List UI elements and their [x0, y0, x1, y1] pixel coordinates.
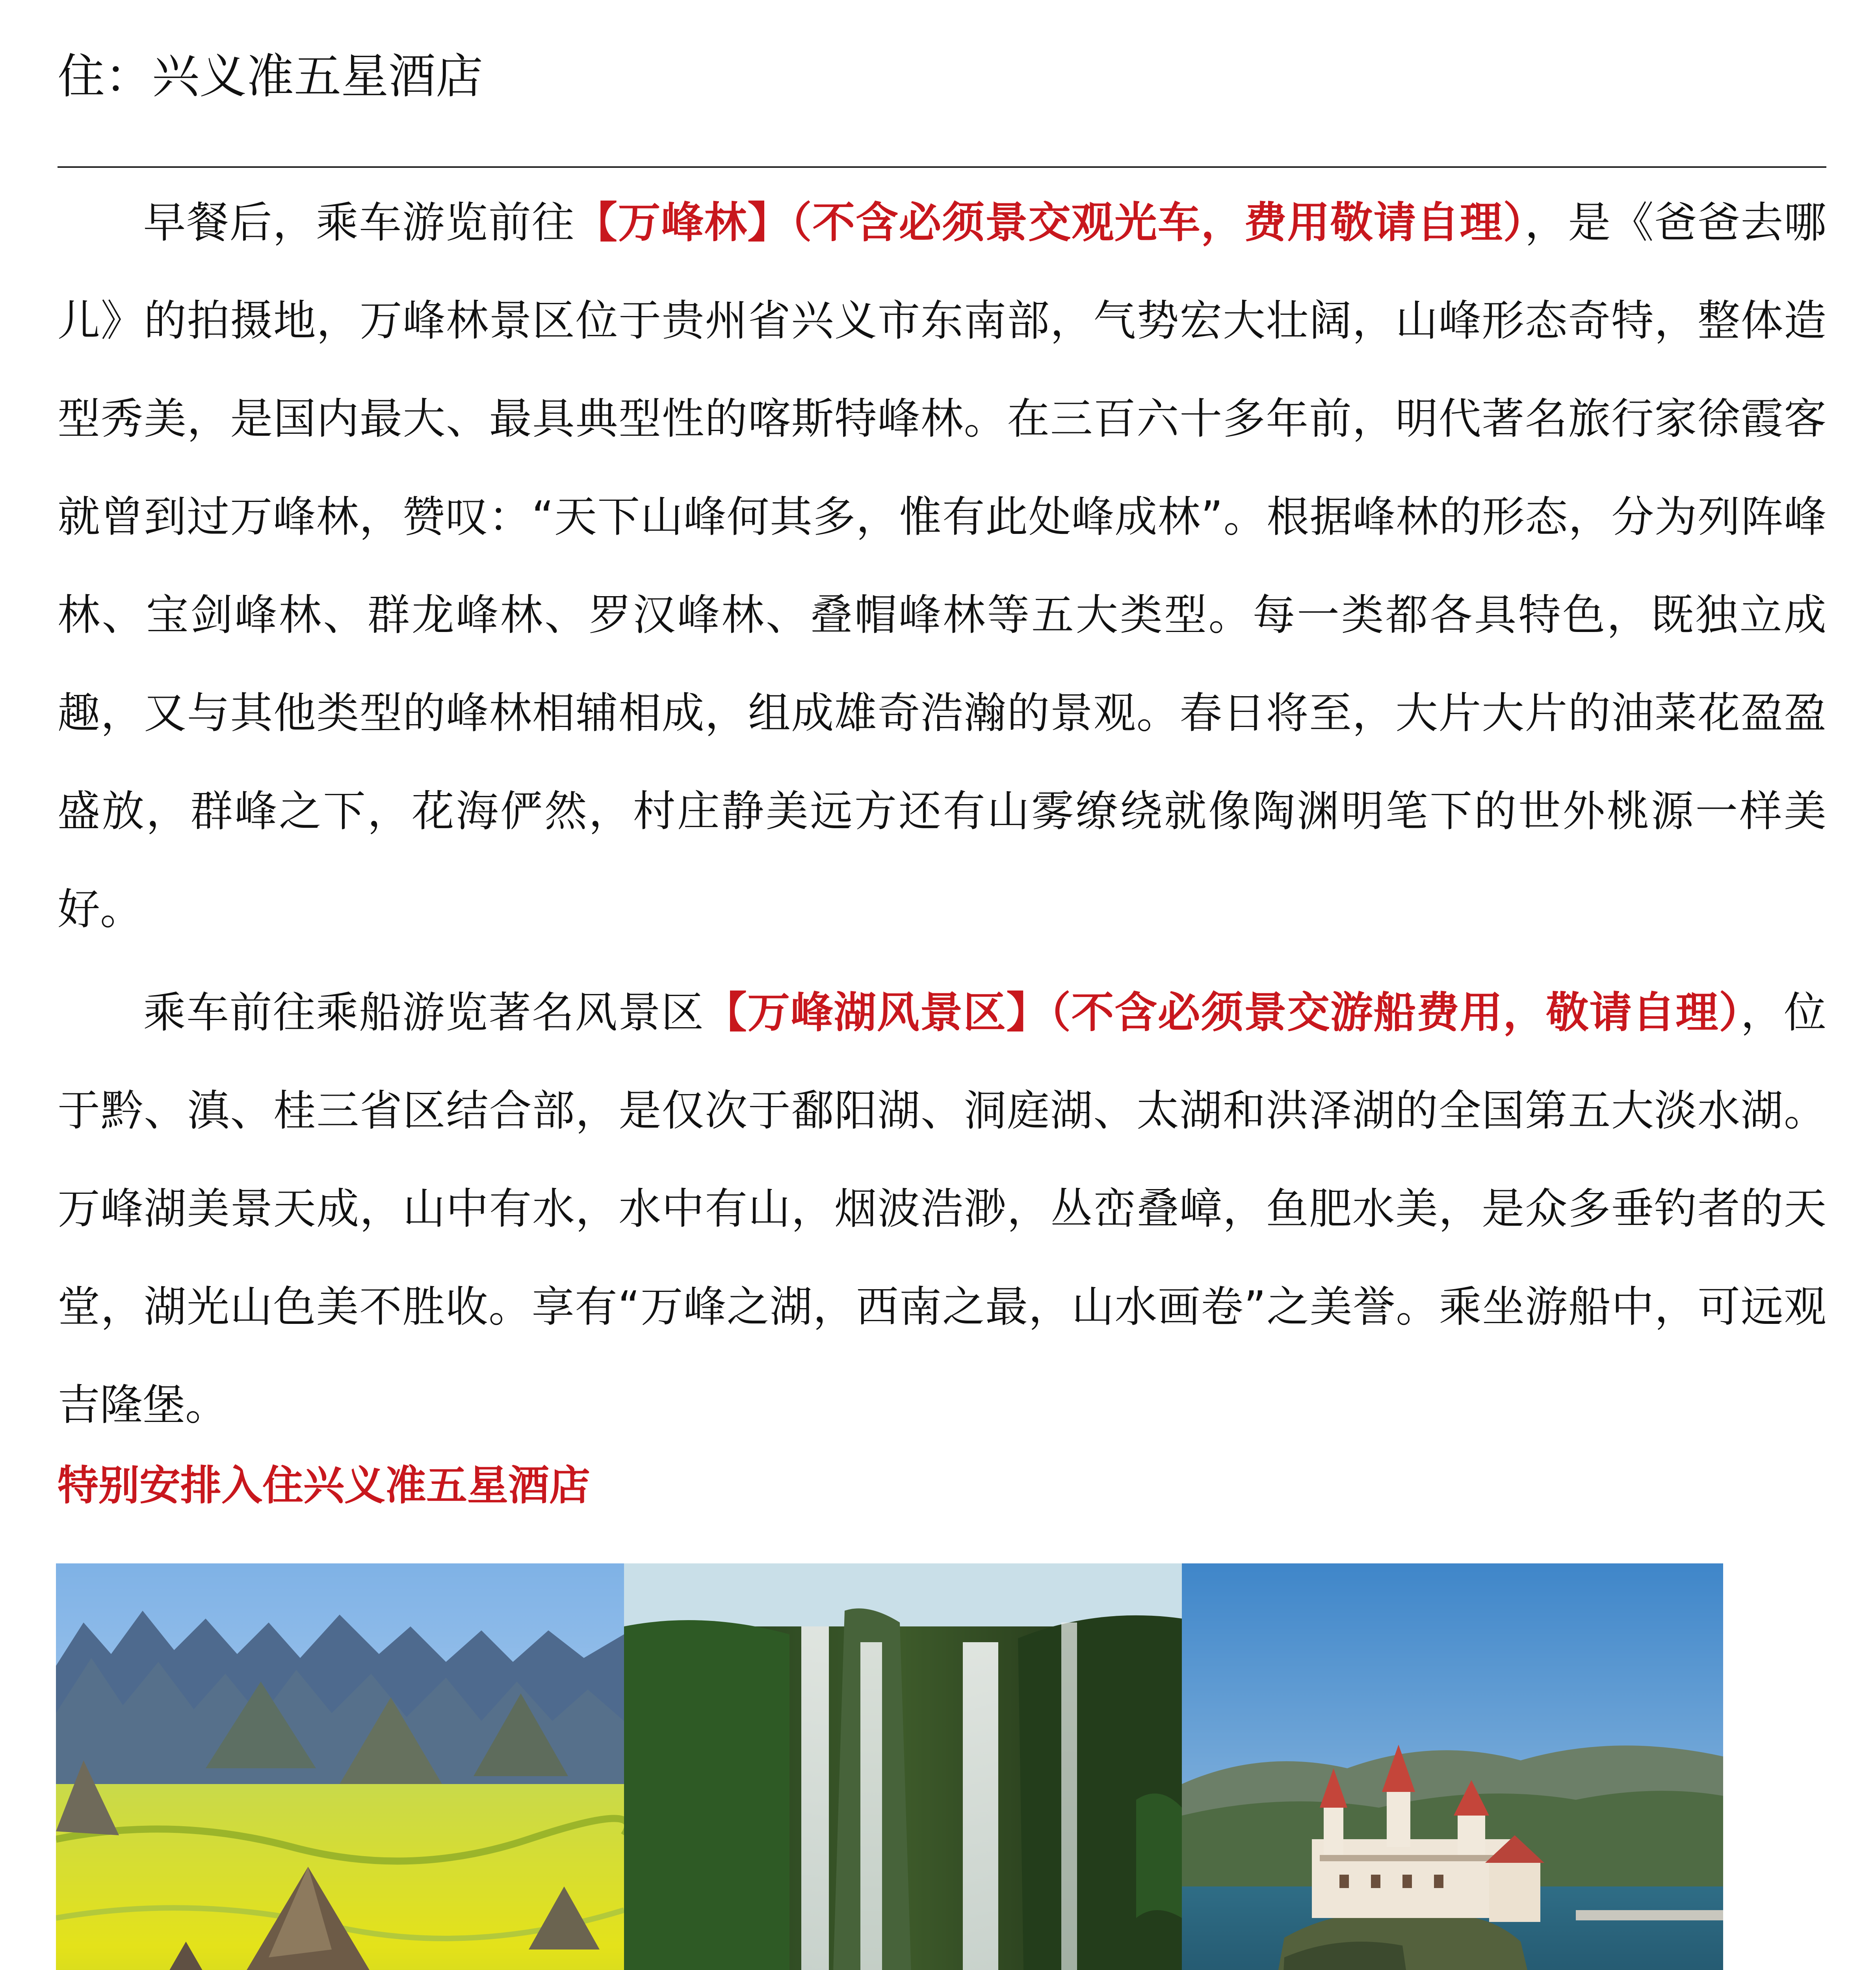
waterfall-gorge-photo — [624, 1563, 1182, 1970]
divider-top — [58, 166, 1826, 168]
karst-peaks-rapeseed-photo — [56, 1563, 624, 1970]
wanfeng-lake-paragraph — [58, 964, 1826, 1454]
para2-note: （不含必须景交游船费用，敬请自理） — [1049, 988, 1741, 1037]
para2-highlight: 【万峰湖风景区】 — [704, 988, 1050, 1037]
para1-pre: 早餐后，乘车游览前往 — [143, 198, 575, 247]
para2-body: ，位于黔、滇、桂三省区结合部，是仅次于鄱阳湖、洞庭湖、太湖和洪泽湖的全国第五大淡水湖。万峰湖美景天成，山中有水，水中有山，烟波浩渺，丛峦叠嶂，鱼肥水美，是众多垂钓者的天堂，湖光山色美不胜收。享有“万峰之湖，西南之最，山水画卷”之美誉。乘坐游船中，可远观吉隆堡。 — [58, 988, 1826, 1430]
special-hotel-note: 特别安排入住兴义准五星酒店 — [58, 1461, 591, 1509]
wanfenglin-paragraph — [58, 174, 1826, 959]
para1-highlight: 【万峰林】 — [575, 198, 791, 247]
para1-note: （不含必须景交观光车，费用敬请自理） — [790, 198, 1525, 247]
para2-pre: 乘车前往乘船游览著名风景区 — [143, 988, 704, 1037]
para1-body: ，是《爸爸去哪儿》的拍摄地，万峰林景区位于贵州省兴义市东南部，气势宏大壮阔，山峰形态奇特，整体造型秀美，是国内最大、最具典型性的喀斯特峰林。在三百六十多年前，明代著名旅行家徐霞客就曾到过万峰林，赞叹：“天下山峰何其多，惟有此处峰成林”。根据峰林的形态，分为列阵峰林、宝剑峰林、群龙峰林、罗汉峰林、叠帽峰林等五大类型。每一类都各具特色，既独立成趣，又与其他类型的峰林相辅相成，组成雄奇浩瀚的景观。春日将至，大片大片的油菜花盈盈盛放，群峰之下，花海俨然，村庄静美远方还有山雾缭绕就像陶渊明笔下的世外桃源一样美好。 — [58, 198, 1826, 934]
lodging-line-top: 住：兴义准五星酒店 — [58, 49, 483, 104]
lake-castle-photo — [1182, 1563, 1723, 1970]
